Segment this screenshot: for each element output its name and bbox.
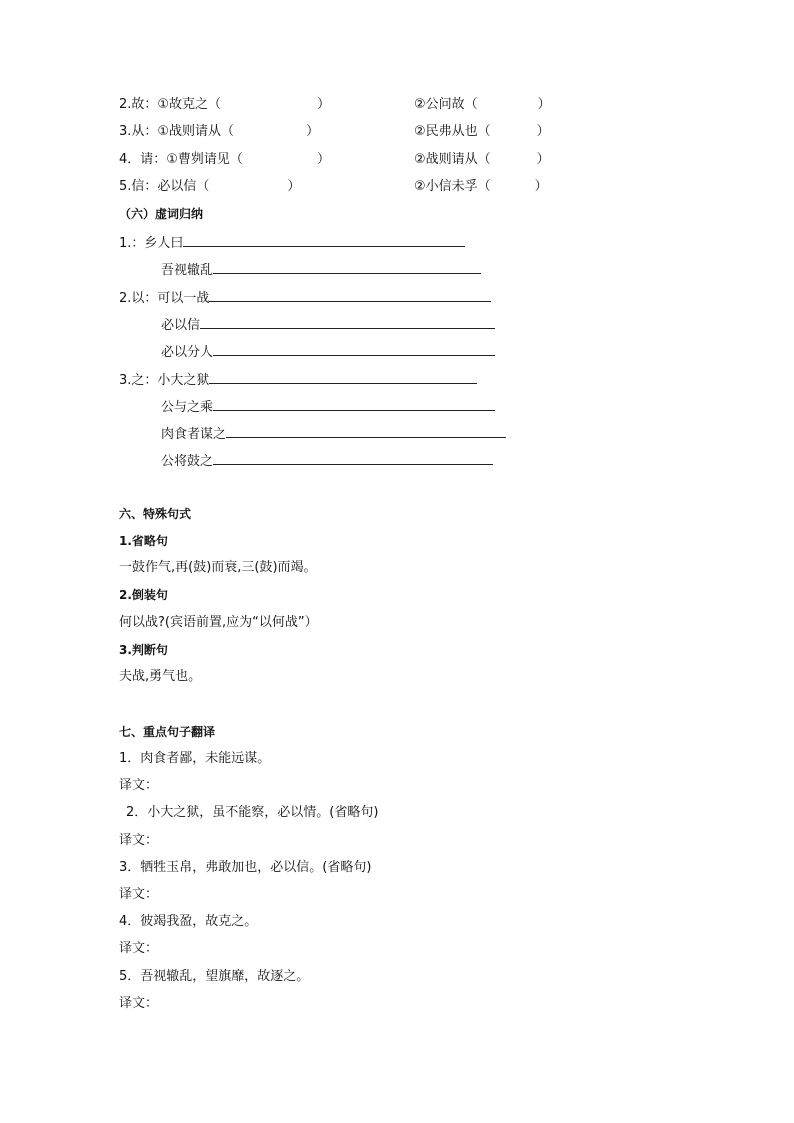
jushi-example-3: 夫战,勇气也。 <box>119 669 202 684</box>
fanyi-sentence-2: 2．小大之狱，虽不能察，必以情。(省略句) <box>126 805 379 820</box>
jushi-sub-1: 1.省略句 <box>119 534 168 548</box>
shiyi-row-3-right <box>414 151 550 169</box>
xuci-text: 吾视辙乱 <box>161 263 214 278</box>
translation-label: 译文： <box>119 941 159 956</box>
xuci-item <box>161 423 506 444</box>
xuci-item <box>161 450 493 471</box>
shiyi-text: 4．请：①曹刿请见（ <box>119 152 243 167</box>
translation-label: 译文： <box>119 778 159 793</box>
xuci-item <box>161 259 481 280</box>
fill-blank-line <box>213 396 495 411</box>
paren-close: ） <box>534 179 548 194</box>
jushi-heading: 六、特殊句式 <box>119 507 192 521</box>
shiyi-text: 3.从：①战则请从（ <box>119 124 235 139</box>
shiyi-text: ②公问故（ <box>414 97 478 112</box>
xuci-text: 必以信 <box>161 318 201 333</box>
paren-close: ） <box>316 152 330 167</box>
xuci-text: 2.以：可以一战 <box>119 291 210 306</box>
paren-close: ） <box>536 152 550 167</box>
xuci-text: 肉食者谋之 <box>161 427 227 442</box>
shiyi-text: 5.信：必以信（ <box>119 179 210 194</box>
xuci-heading: （六）虚词归纳 <box>119 207 204 221</box>
fill-blank-line <box>213 450 493 465</box>
shiyi-text: ②小信未孚（ <box>414 179 491 194</box>
xuci-item <box>119 287 491 308</box>
shiyi-row-2-right <box>414 123 550 141</box>
jushi-example-1: 一鼓作气,再(鼓)而衰,三(鼓)而竭。 <box>119 560 317 575</box>
shiyi-text: ②战则请从（ <box>414 152 491 167</box>
translation-label: 译文： <box>119 996 159 1011</box>
fill-blank-line <box>183 232 465 247</box>
shiyi-row-1-right <box>414 96 551 114</box>
paren-close: ） <box>536 124 550 139</box>
shiyi-row-4-left <box>119 178 300 196</box>
xuci-item <box>161 314 495 335</box>
fill-blank-line <box>226 423 506 438</box>
paren-close: ） <box>537 97 551 112</box>
fanyi-heading: 七、重点句子翻译 <box>119 725 216 739</box>
shiyi-text: ②民弗从也（ <box>414 124 491 139</box>
xuci-item <box>119 232 465 253</box>
fanyi-sentence-5: 5．吾视辙乱，望旗靡，故逐之。 <box>119 969 310 984</box>
paren-close: ） <box>306 124 320 139</box>
xuci-text: 公将鼓之 <box>161 454 214 469</box>
jushi-sub-3: 3.判断句 <box>119 643 168 657</box>
fill-blank-line <box>213 341 495 356</box>
shiyi-row-1-left <box>119 96 330 114</box>
fanyi-sentence-3: 3．牺牲玉帛，弗敢加也，必以信。(省略句) <box>119 860 372 875</box>
fill-blank-line <box>209 369 477 384</box>
paren-close: ） <box>317 97 331 112</box>
xuci-item <box>119 369 477 390</box>
fill-blank-line <box>200 314 495 329</box>
xuci-item <box>161 341 495 362</box>
translation-label: 译文： <box>119 887 159 902</box>
fanyi-sentence-1: 1．肉食者鄙，未能远谋。 <box>119 751 271 766</box>
shiyi-row-3-left <box>119 151 330 169</box>
translation-label: 译文： <box>119 833 159 848</box>
jushi-example-2: 何以战?(宾语前置,应为“以何战”） <box>119 615 318 630</box>
jushi-sub-2: 2.倒装句 <box>119 588 168 602</box>
shiyi-text: 2.故：①故克之（ <box>119 97 222 112</box>
fanyi-sentence-4: 4．彼竭我盈，故克之。 <box>119 914 258 929</box>
xuci-item <box>161 396 495 417</box>
fill-blank-line <box>213 259 481 274</box>
xuci-text: 3.之：小大之狱 <box>119 373 210 388</box>
shiyi-row-2-left <box>119 123 319 141</box>
paren-close: ） <box>287 179 301 194</box>
shiyi-row-4-right <box>414 178 548 196</box>
fill-blank-line <box>209 287 491 302</box>
xuci-text: 1.：乡人曰 <box>119 236 184 251</box>
xuci-text: 公与之乘 <box>161 400 214 415</box>
xuci-text: 必以分人 <box>161 345 214 360</box>
